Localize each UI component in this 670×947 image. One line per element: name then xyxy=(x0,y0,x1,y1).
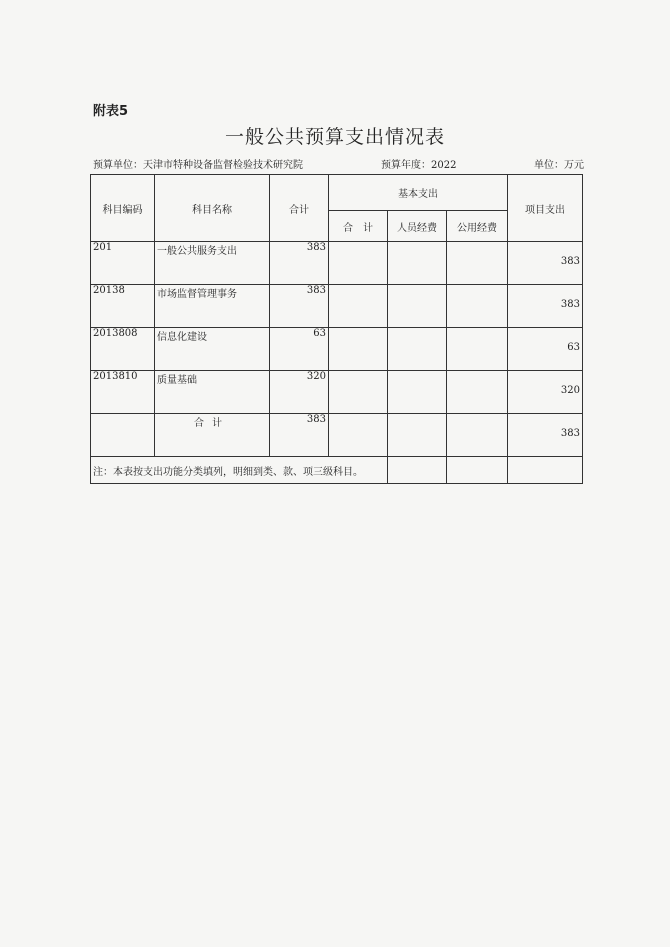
cell-public-use xyxy=(447,371,508,414)
note-empty-cell xyxy=(447,457,508,484)
currency-unit: 单位：万元 xyxy=(534,160,584,171)
cell-personnel xyxy=(388,242,447,285)
cell-personnel xyxy=(388,328,447,371)
total-label: 合计 xyxy=(155,414,270,457)
cell-project: 383 xyxy=(508,285,583,328)
header-basic-total: 合 计 xyxy=(329,211,388,242)
cell-name: 一般公共服务支出 xyxy=(155,242,270,285)
attachment-label: 附表5 xyxy=(93,104,129,119)
cell-code-empty xyxy=(91,414,155,457)
cell-basic-total-empty xyxy=(329,414,388,457)
note-row xyxy=(91,457,583,484)
cell-total: 383 xyxy=(270,242,329,285)
total-value: 383 xyxy=(270,414,329,457)
cell-project: 63 xyxy=(508,328,583,371)
cell-code: 2013810 xyxy=(91,371,155,414)
cell-basic-total xyxy=(329,371,388,414)
table-row xyxy=(91,328,583,371)
table-note: 注：本表按支出功能分类填列，明细到类、款、项三级科目。 xyxy=(91,457,388,484)
total-row xyxy=(91,414,583,457)
table-row xyxy=(91,285,583,328)
cell-public-use xyxy=(447,242,508,285)
header-subject-name: 科目名称 xyxy=(155,175,270,242)
budget-table xyxy=(90,174,583,484)
table-row xyxy=(91,242,583,285)
budget-unit: 预算单位：天津市特种设备监督检验技术研究院 xyxy=(93,160,303,171)
note-empty-cell xyxy=(388,457,447,484)
cell-total: 320 xyxy=(270,371,329,414)
cell-personnel xyxy=(388,371,447,414)
cell-code: 20138 xyxy=(91,285,155,328)
cell-basic-total xyxy=(329,285,388,328)
page-title: 一般公共预算支出情况表 xyxy=(224,126,445,148)
header-public-use: 公用经费 xyxy=(447,211,508,242)
cell-name: 质量基础 xyxy=(155,371,270,414)
cell-code: 201 xyxy=(91,242,155,285)
cell-name: 市场监督管理事务 xyxy=(155,285,270,328)
cell-name: 信息化建设 xyxy=(155,328,270,371)
cell-total: 383 xyxy=(270,285,329,328)
note-empty-cell xyxy=(508,457,583,484)
table-row xyxy=(91,371,583,414)
cell-basic-total xyxy=(329,242,388,285)
header-subject-code: 科目编码 xyxy=(91,175,155,242)
cell-project: 383 xyxy=(508,242,583,285)
cell-code: 2013808 xyxy=(91,328,155,371)
cell-project: 320 xyxy=(508,371,583,414)
cell-total: 63 xyxy=(270,328,329,371)
cell-public-use-empty xyxy=(447,414,508,457)
cell-personnel-empty xyxy=(388,414,447,457)
budget-year: 预算年度：2022 xyxy=(381,160,457,171)
header-project-expenditure: 项目支出 xyxy=(508,175,583,242)
cell-public-use xyxy=(447,328,508,371)
total-project: 383 xyxy=(508,414,583,457)
cell-public-use xyxy=(447,285,508,328)
cell-personnel xyxy=(388,285,447,328)
header-total: 合计 xyxy=(270,175,329,242)
header-basic-expenditure: 基本支出 xyxy=(329,175,508,211)
cell-basic-total xyxy=(329,328,388,371)
header-personnel: 人员经费 xyxy=(388,211,447,242)
